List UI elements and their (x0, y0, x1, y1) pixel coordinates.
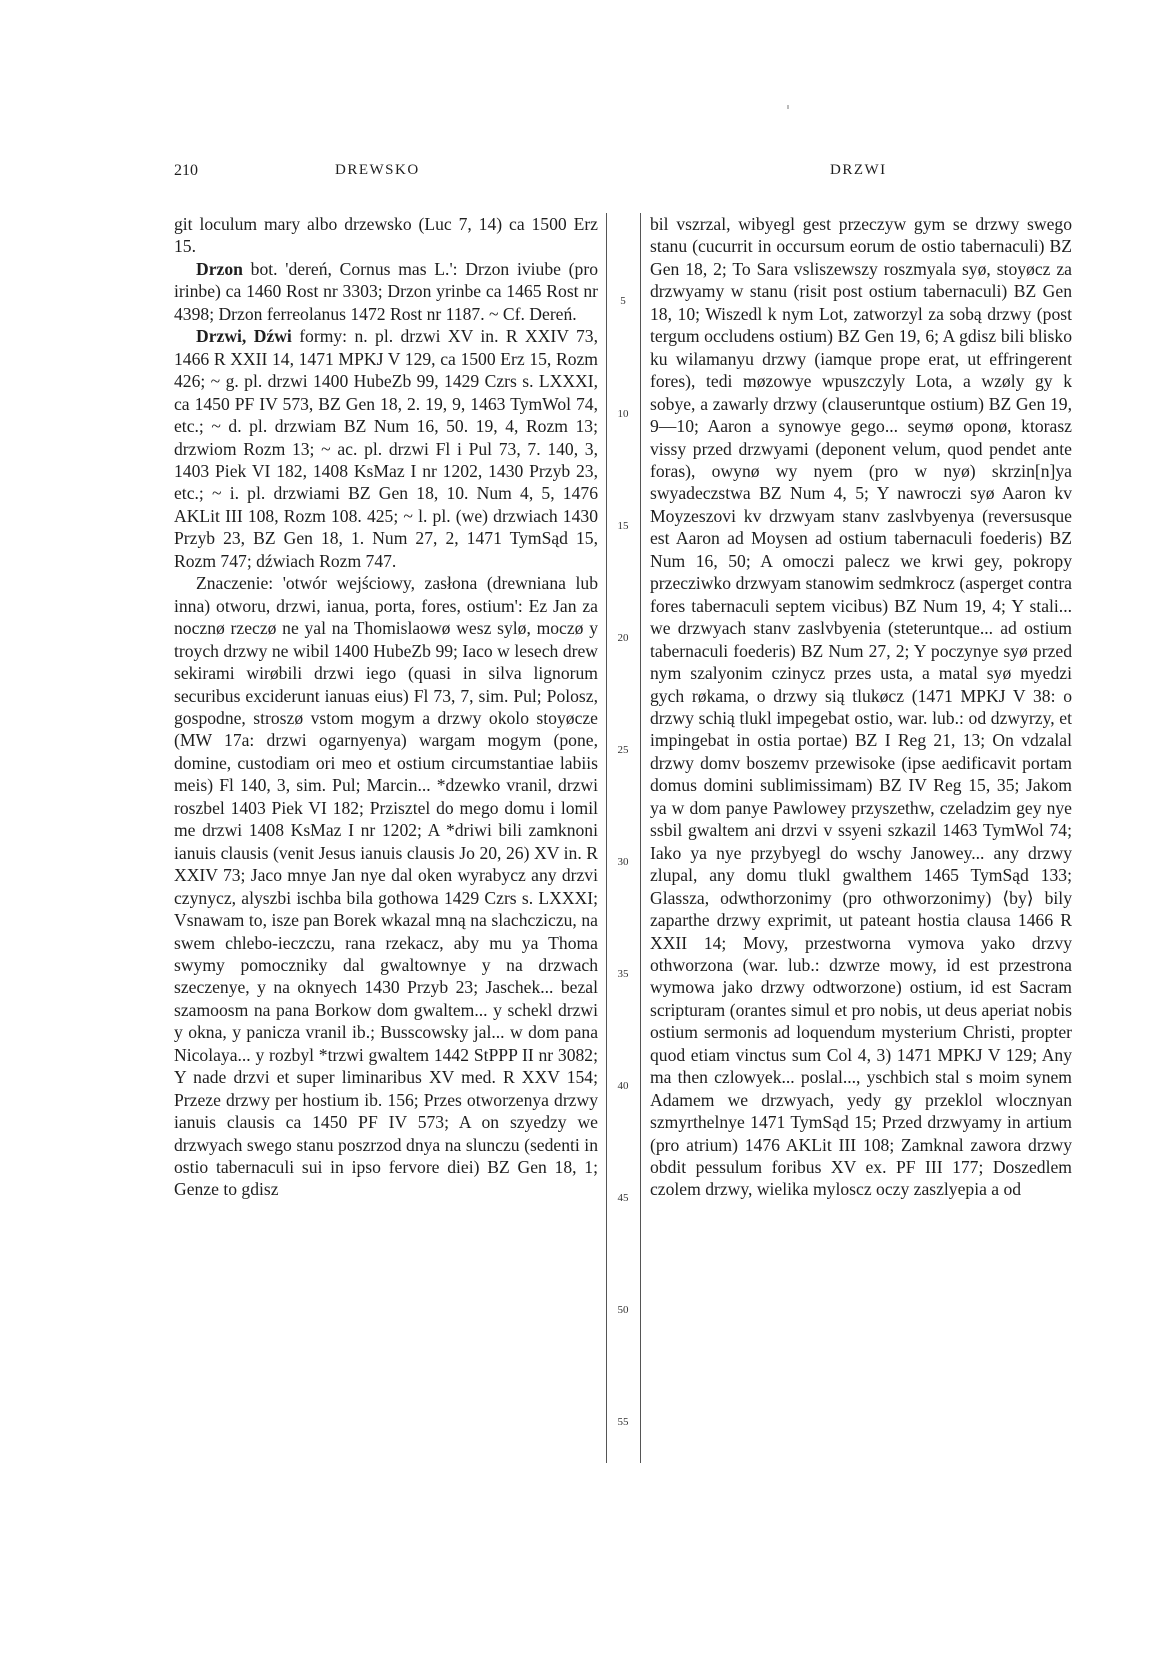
entry-drzon-body: bot. 'dereń, Cornus mas L.': Drzon iviube (pro irinbe) ca 1460 Rost nr 3303; Drzon yrinbe ca 1465 Rost nr 4398; Drzon ferreolanus 1472 Rost nr 1187. ~ Cf. Dereń. (174, 258, 598, 324)
line-number: 55 (617, 1416, 629, 1428)
line-number: 25 (617, 744, 629, 756)
entry-drzwi-continued: bil vszrzal, wibyegl gest przeczyw gym se drzwy swego stanu (cucurrit in occursum eorum de ostio tabernaculi) BZ Gen 18, 2; To Sara vsliszewszy roszmyala syø, stoyøcz za drzwyamy w stanu (risit post ostium tabernaculi) BZ Gen 18, 10; Wiszedl k nym Lot, zatworzyl za sobą drzwy (post tergum occludens ostium) BZ Gen 19, 6; A gdisz bili blisko ku wilamanyu drzwy (iamque prope erat, ut effringerent fores), tedi møzowye wpuszczyly Lota, a wzøly gy k sobye, a zawarly drzwy (clauseruntque ostium) BZ Gen 19, 9—10; Aaron a synowye gego... seymø oponø, ktorasz vissy przed drzwyami (deponent velum, quod pendet ante foras), owynø wy nyem (pro w nyø) skrzin[n]ya swyadeczstwa BZ Num 4, 5; Y nawroczi syø Aaron kv Moyzeszovi kv drzwyam stanv zaslvbyenya (reversusque est Aaron ad Moysen ad ostium tabernaculi foederis) BZ Num 16, 50; A omoczi palecz we krwi gey, pokropy przecziwko drzwyam stanowim sedmkrocz (asperget contra fores tabernaculi septem vicibus) BZ Num 19, 4; Y stali... we drzwyach stanv zaslvbyenia (steteruntque... ad ostium tabernaculi foederis) BZ Num 27, 2; Y poczynye syø przed nym szalyonim czinycz przes usta, a matal syø myedzi gych røkama, o drzwy sią tlukøcz (1471 MPKJ V 38: o drzwy schią tlukl impegebat ostio, war. lub.: od dzwyrzy, et impingebat in ostia portae) BZ I Reg 21, 13; On vdzalal drzwy domv boszemv przewisoke (ipse aedificavit portam domus domini sublimissimam) BZ IV Reg 15, 35; Jakom ya w dom panye Pawlowey przyszethw, czeladzim gey nye ssbil gwaltem ani drzvi v ssyeni szkazil 1463 TymWol 74; Iako ya nye przybyegl do wschy Janowey... any drzwy zlupal, any domu tlukl gwalthem 1465 TymSąd 133; Glassza, odwthorzonimy (pro othworzonimy) ⟨by⟩ bily zaparthe drzwy exprimit, ut pateant hostia clausa 1466 R XXII 14; Movy, przestworna vymova yako drzvy othworzona (war. lub.: dzwrze mowy, id est przestrona wymowa jako drzwy odtworzone) ostium, id est Sacram scripturam (orantes simul et pro nobis, ut deus aperiat nobis ostium sermonis ad loquendum mysterium Christi, propter quod etiam vinctus sum Col 4, 3) 1471 MPKJ V 129; Any ma then czlowyek... poslal..., yschbich stal s moim synem Adamem we drzwyach, yedy gy przeklol wlocznyan szmyrthelnye 1471 TymSąd 15; Przed drzwyamy in artium (pro atrium) 1476 AKLit III 108; Zamknal zawora drzwy obdit pessulum foribus XV ex. PF III 177; Doszedlem czolem drzwy, wielika myloscz oczy zaszlyepia a od (650, 214, 1072, 1200)
entry-drzon (174, 258, 598, 325)
left-column (174, 213, 598, 1201)
headword-drzwi: Drzwi, Dźwi (196, 326, 292, 347)
line-number: 15 (617, 520, 629, 532)
entry-drzwi-meaning: Znaczenie: 'otwór wejściowy, zasłona (drewniana lub inna) otworu, drzwi, ianua, porta, fores, ostium': Ez Jan za nocznø rzeczø ne yal na Thomislaowø wesz sylø, moczø y troych drzwy ne wibil 1400 HubeZb 99; Iaco w lesech drew sekirami wirøbili drzwi iego (quasi in silva lignorum securibus exciderunt ianuas eius) Fl 73, 7, sim. Pul; Polosz, gospodne, stroszø vstom mogym a drzwy okolo stoyøcze (MW 17a: drzwi ogarnyenya) wargam mogym (pone, domine, custodiam ori meo et ostium circumstantiae labiis meis) Fl 140, 3, sim. Pul; Marcin... *dzewko vranil, drzwi roszbel 1403 Piek VI 182; Przisztel do mego domu i lomil me drzwi 1408 KsMaz I nr 1202; A *driwi bili zamknoni ianuis clausis (venit Jesus ianuis clausis Jo 20, 26) XV in. R XXIV 73; Jaco mnye Jan nye dal oken wyrabycz any drzvi czynycz, alyszbi ischba bila gothowa 1429 Czrs s. LXXXI; Vsnawam to, isze pan Borek wkazal mną na slachcziczu, na swem chlebo-ieczczu, rana rzekacz, aby mu ya Thoma swymy pomoczniky dal gwaltownye y na drzwach szeczenye, y na oknyech 1430 Przyb 23; Jaschek... bezal szamoosm na pana Borkow dom gwaltem... y schekl drzwi y okna, y panicza vranil ib.; Busscowsky jal... w dom pana Nicolaya... y rozbyl *trzwi gwaltem 1442 StPPP II nr 3082; Y nade drzvi et super liminaribus XV med. R XXV 154; Przeze drzwy per hostium ib. 156; Przes otworzenya drzwy ianuis clausis ca 1450 PF IV 573; A on szyedzy we drzwyach swego stanu poszrzod dnya na slunczu (sedenti in ostio tabernaculi sui in ipso fervore diei) BZ Gen 18, 1; Genze to gdisz (174, 573, 598, 1200)
line-number: 30 (617, 856, 629, 868)
column-rule-right (640, 213, 641, 1463)
line-number: 50 (617, 1304, 629, 1316)
running-head-right: DRZWI (830, 162, 887, 178)
line-number-gutter (606, 0, 640, 1668)
entry-drzwi-forms: formy: n. pl. drzwi XV in. R XXIV 73, 1466 R XXII 14, 1471 MPKJ V 129, ca 1500 Erz 15, Rozm 426; ~ g. pl. drzwi 1400 HubeZb 99, 1429 Czrs s. LXXXI, ca 1450 PF IV 573, BZ Gen 18, 2. 19, 9, 1463 TymWol 74, etc.; ~ d. pl. drzwiam BZ Num 16, 50. 19, 4, Rozm 13; drzwiom Rozm 13; ~ ac. pl. drzwi Fl i Pul 73, 7. 140, 3, 1403 Piek VI 182, 1408 KsMaz I nr 1202, 1430 Przyb 23, etc.; ~ i. pl. drzwiami BZ Gen 18, 10. Num 4, 5, 1476 AKLit III 108, Rozm 108. 425; ~ l. pl. (we) drzwiach 1430 Przyb 23, BZ Gen 18, 1. Num 27, 2, 1471 TymSąd 15, Rozm 747; dźwiach Rozm 747. (174, 326, 598, 571)
line-number: 35 (617, 968, 629, 980)
page-number: 210 (174, 162, 198, 179)
scan-speck (787, 105, 789, 109)
page-header (0, 162, 1174, 186)
line-number: 20 (617, 632, 629, 644)
headword-drzon: Drzon (196, 258, 243, 279)
entry-drzwi (174, 325, 598, 572)
running-head-left: DREWSKO (335, 162, 420, 178)
right-column (650, 213, 1072, 1201)
line-number: 5 (620, 295, 626, 307)
line-number: 45 (617, 1192, 629, 1204)
entry-drewsko-tail: git loculum mary albo drzewsko (Luc 7, 14) ca 1500 Erz 15. (174, 214, 598, 257)
line-number: 40 (617, 1080, 629, 1092)
line-number: 10 (617, 408, 629, 420)
